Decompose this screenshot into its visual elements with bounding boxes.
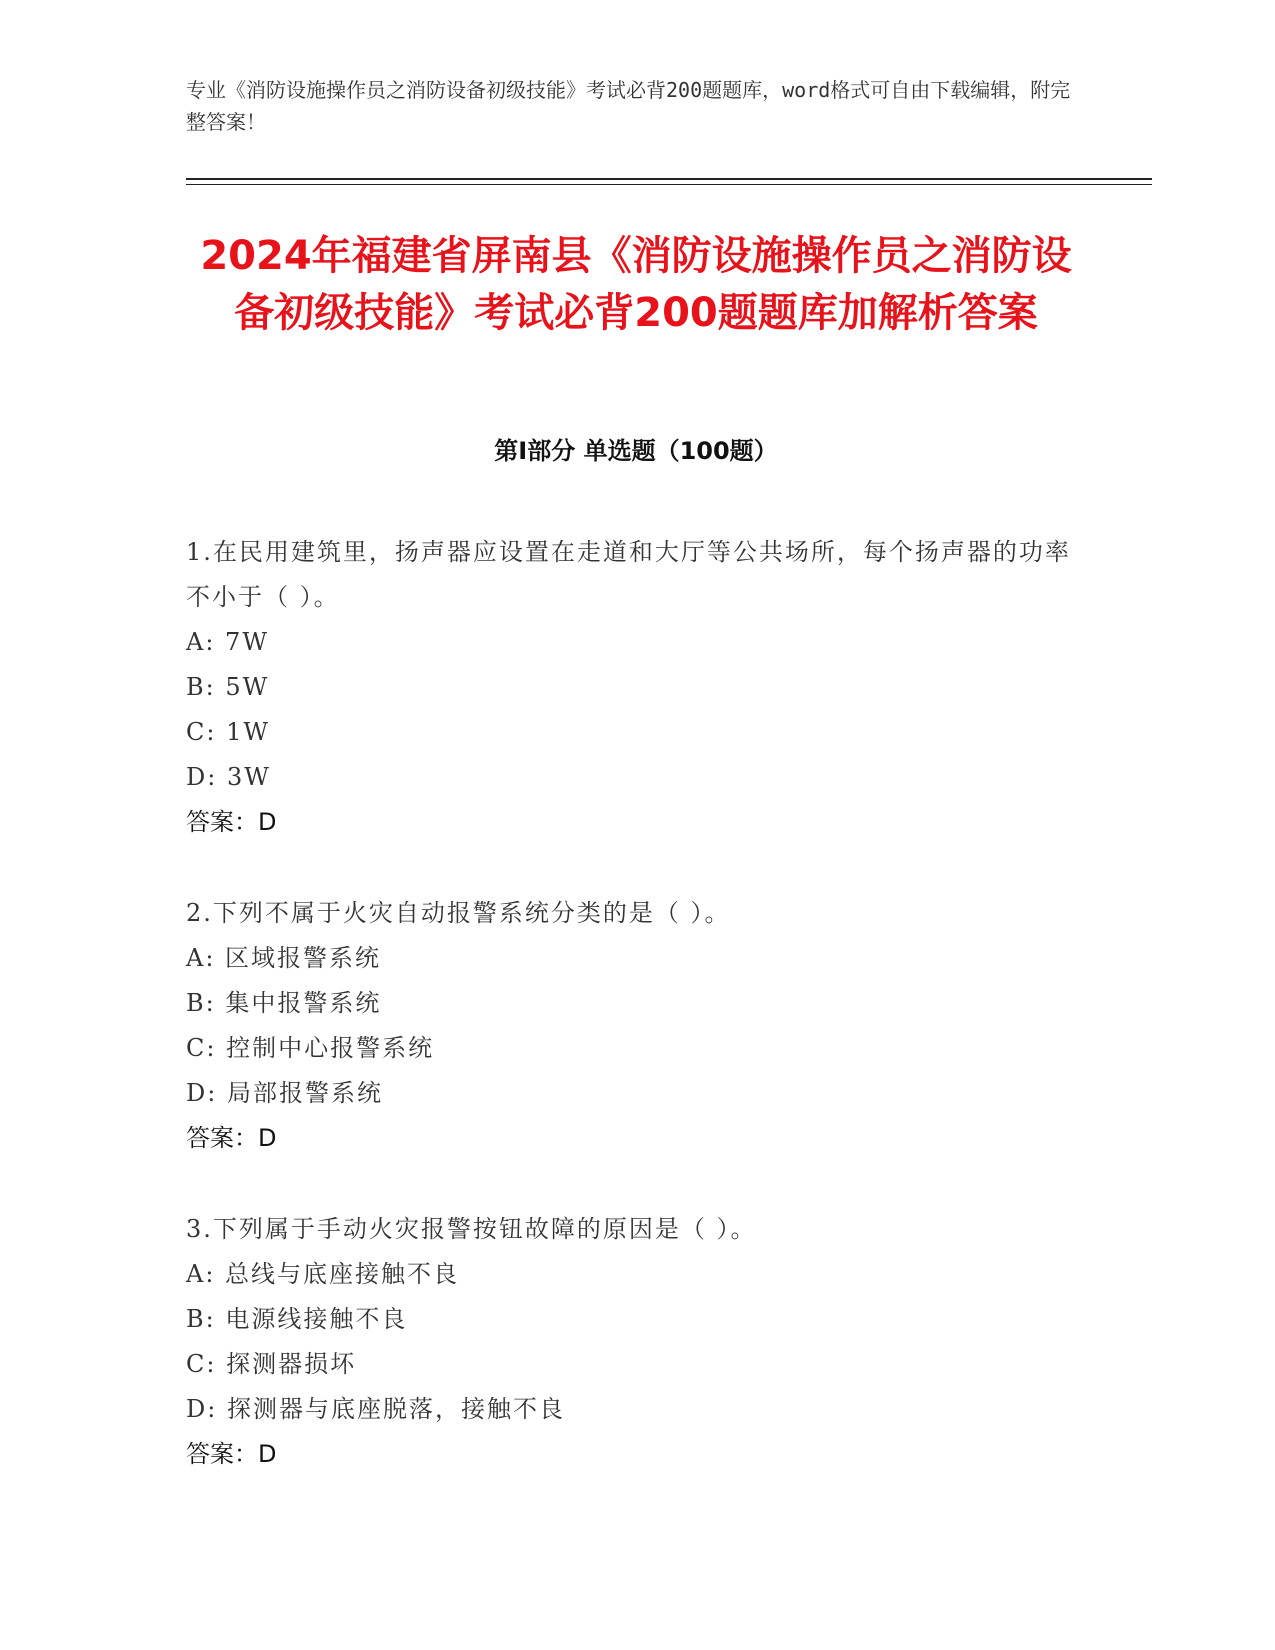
option-d: D: 局部报警系统 — [186, 1079, 383, 1107]
answer-label: 答案：D — [186, 1124, 277, 1152]
option-d: D: 探测器与底座脱落，接触不良 — [186, 1395, 565, 1423]
question-3 — [186, 1207, 1076, 1477]
question-stem: 1.在民用建筑里，扬声器应设置在走道和大厅等公共场所，每个扬声器的功率不小于（ ）。 — [186, 538, 1071, 611]
header-note: 专业《消防设施操作员之消防设备初级技能》考试必背200题题库，word格式可自由下载编辑，附完整答案！ — [186, 78, 1071, 134]
option-b: B: 5W — [186, 673, 270, 701]
section-title: 第I部分 单选题（100题） — [494, 437, 778, 465]
header-divider-thick — [186, 178, 1152, 180]
option-c: C: 探测器损坏 — [186, 1350, 357, 1378]
option-d: D: 3W — [186, 763, 271, 791]
option-a: A: 总线与底座接触不良 — [186, 1260, 460, 1288]
question-stem: 2.下列不属于火灾自动报警系统分类的是（ ）。 — [186, 899, 731, 927]
option-b: B: 集中报警系统 — [186, 989, 382, 1017]
option-c: C: 控制中心报警系统 — [186, 1034, 435, 1062]
option-a: A: 区域报警系统 — [186, 944, 382, 972]
option-c: C: 1W — [186, 718, 271, 746]
question-2 — [186, 891, 1076, 1161]
option-a: A: 7W — [186, 628, 269, 656]
option-b: B: 电源线接触不良 — [186, 1305, 408, 1333]
header-divider-thin — [186, 184, 1152, 185]
question-stem: 3.下列属于手动火灾报警按钮故障的原因是（ ）。 — [186, 1215, 757, 1243]
question-1 — [186, 530, 1076, 845]
document-title: 2024年福建省屏南县《消防设施操作员之消防设备初级技能》考试必背200题题库加解析答案 — [200, 233, 1072, 336]
answer-label: 答案：D — [186, 808, 277, 836]
answer-label: 答案：D — [186, 1440, 277, 1468]
question-list — [186, 530, 1076, 1523]
